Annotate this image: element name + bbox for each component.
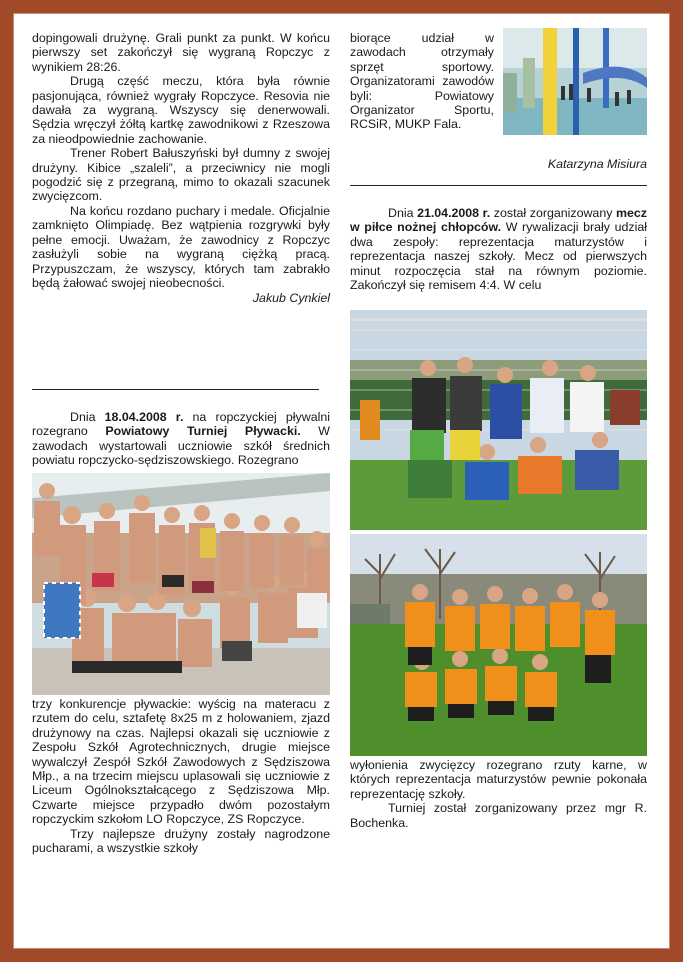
- paragraph: dopingowali drużynę. Grali punkt za punkt. W końcu pierwszy set zakończył się wygraną Ropczyc z wynikiem 28:26.: [32, 31, 330, 74]
- left-column-top: [32, 31, 330, 306]
- swim-article-intro: [32, 410, 330, 468]
- event-name: mecz w piłce nożnej chłopców.: [350, 206, 647, 235]
- football-article-intro: [350, 206, 647, 292]
- swim-article-tail: [350, 31, 494, 132]
- text: Dnia: [70, 410, 105, 424]
- text: Dnia: [388, 206, 418, 220]
- swimming-team-photo: [32, 473, 330, 695]
- paragraph: Drugą część meczu, która była równie pasjonująca, również wygrały Ropczyce. Resovia nie dawała za wygraną. Wszyscy się denerwowali. Sędzia wręczył żółtą kartkę zawodnikowi z Rzeszowa za nieodpowiednie zachowanie.: [32, 74, 330, 146]
- text: W rywalizacji brały udział dwa zespoły: reprezentacja maturzystów i reprezentacja naszej szkoły. Mecz od pierwszych minut rozpoczęcia stał na równym poziomie. Zakończył się remisem 4:4. W celu: [350, 220, 647, 293]
- divider: [32, 389, 319, 390]
- paragraph: [350, 206, 647, 292]
- paragraph: Trzy najlepsze drużyny zostały nagrodzone pucharami, a wszystkie szkoły: [32, 826, 330, 856]
- swimming-pool-photo: [503, 28, 647, 135]
- swim-article-continued: [32, 697, 330, 855]
- paragraph: trzy konkurencje pływackie: wyścig na materacu z rzutem do celu, sztafetę 8x25 m z holowaniem, zjazd drużynowy na czas. Najlepsi okazali się uczniowie z Zespołu Szkół Agrotechnicznych, drugie miejsce wywalczył Zespół Szkół Zawodowych z Sędziszowa Młp., a na trzecim miejscu uplasowali się uczniowie z Liceum Ogólnokształcącego z Sędziszowa Młp. Czwarte miejsce przypadło dwóm pozostałym ropczyckim szkołom LO Ropczyce, ZS Ropczyce.: [32, 697, 330, 827]
- author-signature: Jakub Cynkiel: [252, 291, 330, 306]
- school-team-photo: [350, 534, 647, 756]
- graduates-team-photo: [350, 310, 647, 530]
- text: W zawodach wystartowali uczniowie szkół średnich powiatu ropczycko-sędziszowskiego. Rozegrano: [32, 424, 331, 468]
- event-date: 21.04.2008 r.: [417, 206, 491, 220]
- divider: [350, 185, 647, 186]
- text: został zorganizowany: [490, 206, 616, 220]
- football-article-continued: [350, 758, 647, 830]
- paragraph: Na końcu rozdano puchary i medale. Oficjalnie zamknięto Olimpiadę. Bez wątpienia rozgrywki były pełne emocji. Uważam, że zawodnicy z Ropczyc zasłużyli sobie na wygraną ciężką pracą. Przypuszczam, że wszyscy, których tam zabrakło będą żałować swojej nieobecności.: [32, 203, 330, 290]
- paragraph: Trener Robert Bałuszyński był dumny z swojej drużyny. Kibice „szaleli”, a przeciwnicy nie mogli pogodzić się z przegraną, mimo to okazali szacunek zwycięzcom.: [32, 146, 330, 204]
- paragraph: wyłonienia zwycięzcy rozegrano rzuty karne, w których reprezentacja maturzystów pewnie pokonała reprezentację szkoły.: [350, 758, 647, 801]
- paragraph: Turniej został zorganizowany przez mgr R. Bochenka.: [350, 801, 647, 830]
- event-name: Powiatowy Turniej Pływacki.: [105, 424, 301, 439]
- signature-block: [350, 157, 647, 171]
- author-signature: Katarzyna Misiura: [547, 157, 647, 171]
- event-date: 18.04.2008 r.: [104, 410, 184, 424]
- paragraph: biorące udział w zawodach otrzymały sprzęt sportowy. Organizatorami zawodów byli: Powiatowy Organizator Sportu, RCSiR, MUKP Fala.: [350, 31, 494, 132]
- paragraph: [32, 410, 330, 468]
- text: na ropczyckiej pływalni rozegrano: [32, 410, 330, 439]
